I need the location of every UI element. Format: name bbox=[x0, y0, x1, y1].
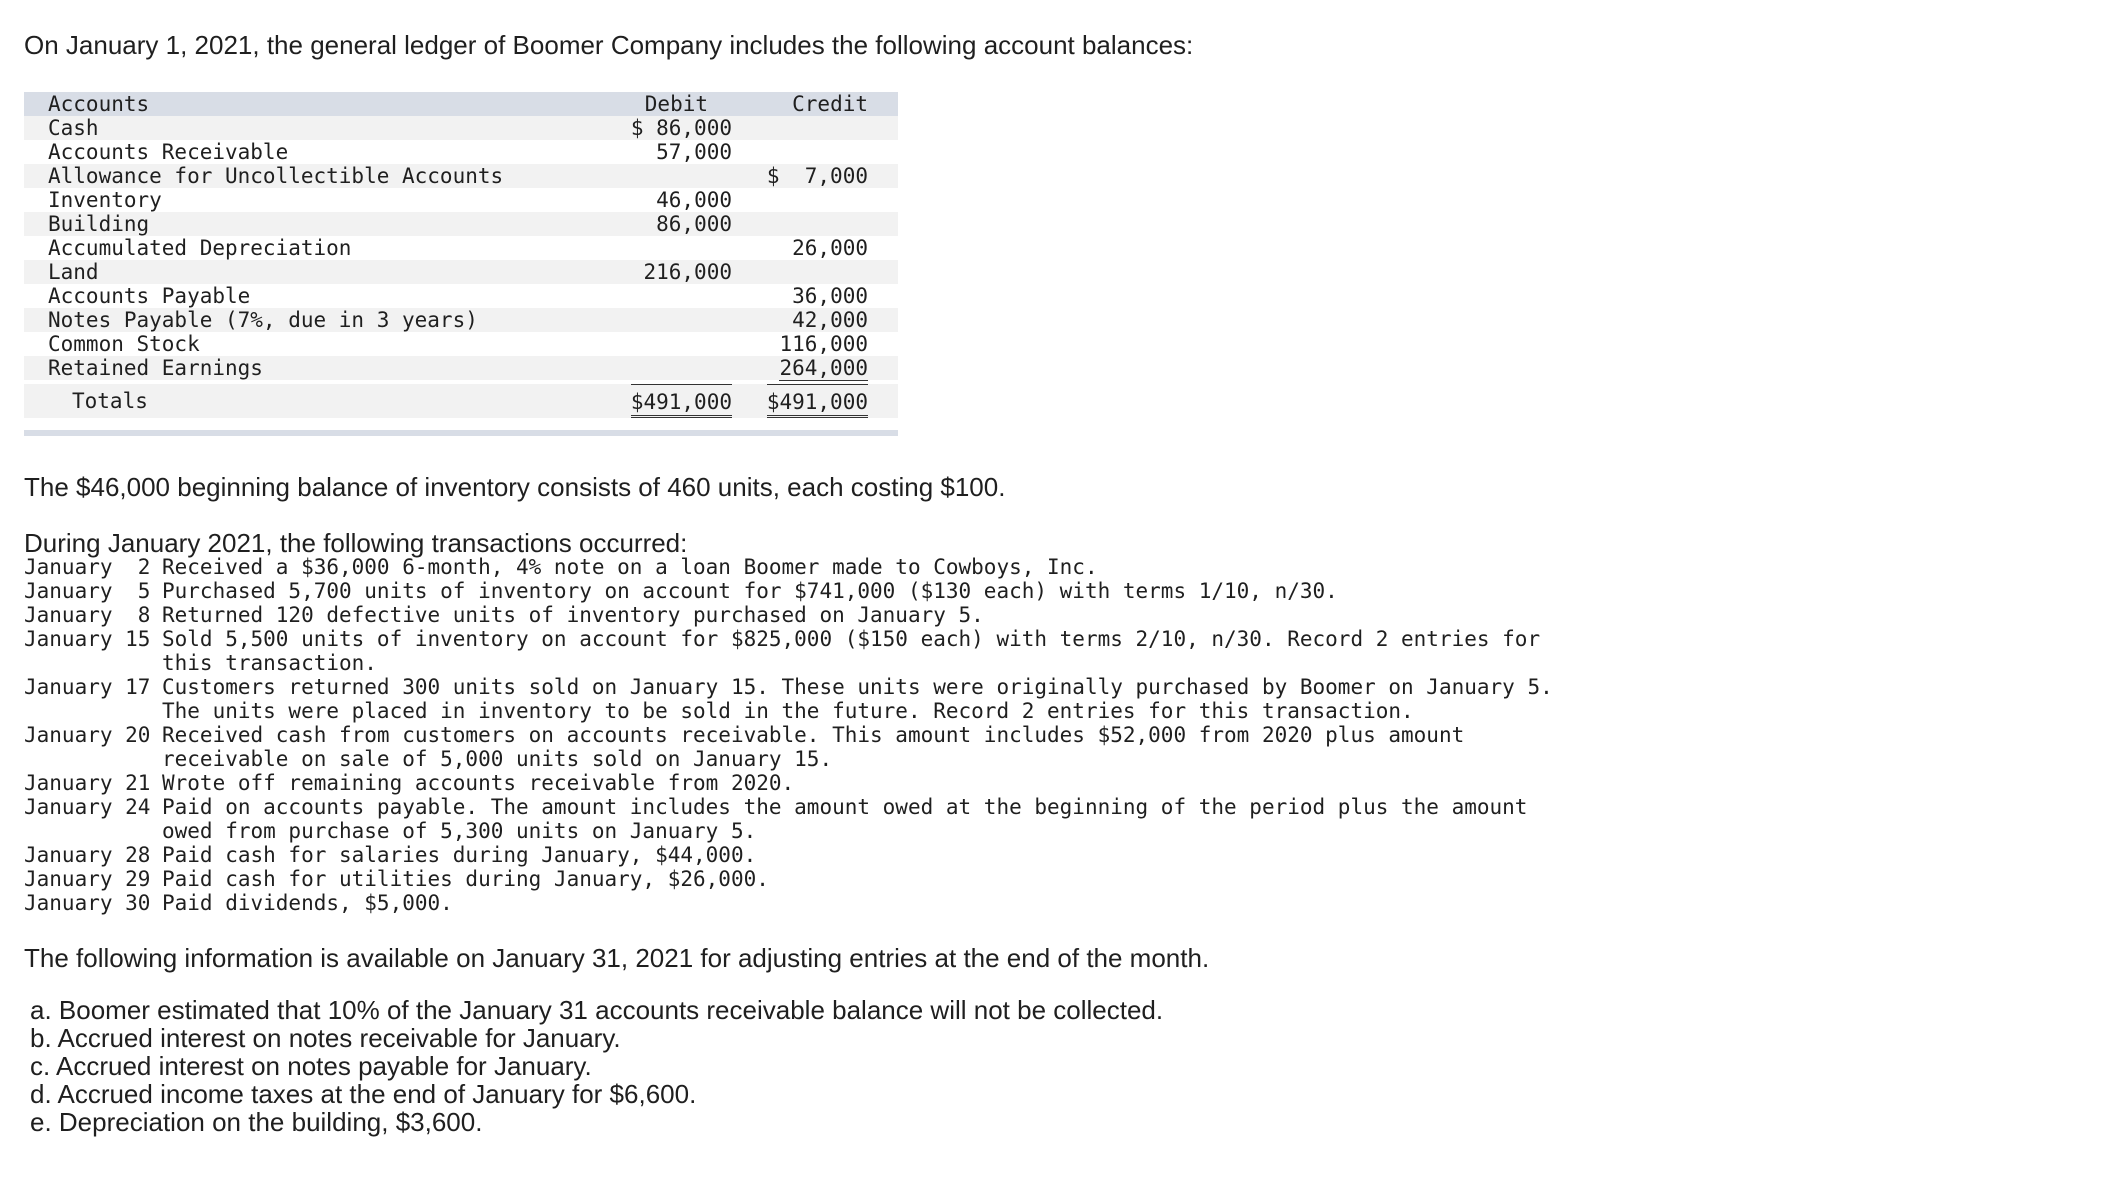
transaction-item bbox=[24, 723, 1562, 771]
account-name: Accumulated Depreciation bbox=[48, 236, 352, 260]
adjustment-item: a. Boomer estimated that 10% of the January 31 accounts receivable balance will not be collected. bbox=[30, 995, 1164, 1025]
total-debit: $491,000 bbox=[631, 384, 732, 418]
account-name: Common Stock bbox=[48, 332, 200, 356]
totals-label: Totals bbox=[72, 389, 148, 413]
ledger-row-accounts-receivable bbox=[24, 140, 898, 164]
debit-value: 57,000 bbox=[656, 140, 732, 164]
ledger-row-retained-earnings bbox=[24, 356, 898, 380]
ledger-header-row bbox=[24, 92, 898, 116]
ledger-row-building bbox=[24, 212, 898, 236]
transaction-date: January 2 bbox=[24, 555, 151, 579]
adjusting-intro: The following information is available on January 31, 2021 for adjusting entries at the end of the month. bbox=[24, 943, 1210, 973]
inventory-note: The $46,000 beginning balance of inventory consists of 460 units, each costing $100. bbox=[24, 472, 1006, 502]
header-debit: Debit bbox=[644, 92, 708, 116]
transaction-text: Wrote off remaining accounts receivable from 2020. bbox=[162, 771, 795, 795]
transaction-date: January 20 bbox=[24, 723, 151, 747]
transaction-text: Paid on accounts payable. The amount includes the amount owed at the beginning of the period plus the amount owed from purchase of 5,300 units on January 5. bbox=[162, 795, 1528, 843]
account-name: Accounts Receivable bbox=[48, 140, 289, 164]
debit-value: 86,000 bbox=[656, 212, 732, 236]
transaction-date: January 29 bbox=[24, 867, 151, 891]
transaction-item bbox=[24, 555, 1562, 579]
transaction-item bbox=[24, 627, 1562, 675]
debit-value: 216,000 bbox=[643, 260, 732, 284]
transaction-item bbox=[24, 771, 1562, 795]
adjustment-item: b. Accrued interest on notes receivable for January. bbox=[30, 1023, 621, 1053]
adjustment-item: c. Accrued interest on notes payable for January. bbox=[30, 1051, 592, 1081]
ledger-row-inventory bbox=[24, 188, 898, 212]
transaction-text: Returned 120 defective units of inventory purchased on January 5. bbox=[162, 603, 984, 627]
transaction-item bbox=[24, 795, 1562, 843]
credit-value: 264,000 bbox=[779, 356, 868, 380]
transaction-date: January 30 bbox=[24, 891, 151, 915]
transaction-date: January 15 bbox=[24, 627, 151, 651]
transaction-text: Purchased 5,700 units of inventory on account for $741,000 ($130 each) with terms 1/10, n/30. bbox=[162, 579, 1338, 603]
transaction-item bbox=[24, 891, 1562, 915]
ledger-row-accounts-payable bbox=[24, 284, 898, 308]
credit-value: 116,000 bbox=[779, 332, 868, 356]
adjustments-list bbox=[30, 996, 1163, 1136]
transaction-item bbox=[24, 603, 1562, 627]
intro-text: On January 1, 2021, the general ledger of Boomer Company includes the following account balances: bbox=[24, 30, 1194, 60]
account-name: Cash bbox=[48, 116, 99, 140]
account-name: Building bbox=[48, 212, 150, 236]
transaction-item bbox=[24, 579, 1562, 603]
transaction-text: Customers returned 300 units sold on January 15. These units were originally purchased by Boomer on January 5. The units were placed in inventory to be sold in the future. Record 2 entries for this transaction. bbox=[162, 675, 1553, 723]
transactions-intro: During January 2021, the following transactions occurred: bbox=[24, 528, 688, 558]
adjustment-item: e. Depreciation on the building, $3,600. bbox=[30, 1107, 483, 1137]
transaction-item bbox=[24, 675, 1562, 723]
transaction-text: Received cash from customers on accounts receivable. This amount includes $52,000 from 2020 plus amount receivable on sale of 5,000 units sold on January 15. bbox=[162, 723, 1465, 771]
adjustment-item: d. Accrued income taxes at the end of January for $6,600. bbox=[30, 1079, 697, 1109]
credit-value: 42,000 bbox=[792, 308, 868, 332]
table-bottom-border bbox=[24, 430, 898, 436]
ledger-row-common-stock bbox=[24, 332, 898, 356]
ledger-row-accumulated-depreciation bbox=[24, 236, 898, 260]
transaction-date: January 24 bbox=[24, 795, 151, 819]
ledger-row-notes-payable bbox=[24, 308, 898, 332]
account-name: Allowance for Uncollectible Accounts bbox=[48, 164, 504, 188]
transaction-text: Paid cash for salaries during January, $44,000. bbox=[162, 843, 757, 867]
account-name: Accounts Payable bbox=[48, 284, 251, 308]
account-name: Inventory bbox=[48, 188, 162, 212]
ledger-row-allowance bbox=[24, 164, 898, 188]
account-name: Retained Earnings bbox=[48, 356, 263, 380]
transaction-date: January 17 bbox=[24, 675, 151, 699]
transaction-text: Paid cash for utilities during January, $26,000. bbox=[162, 867, 769, 891]
header-credit: Credit bbox=[792, 92, 868, 116]
transactions-list bbox=[24, 555, 1562, 915]
account-name: Land bbox=[48, 260, 99, 284]
transaction-text: Sold 5,500 units of inventory on account for $825,000 ($150 each) with terms 2/10, n/30. Record 2 entries for this transaction. bbox=[162, 627, 1541, 675]
credit-value: 26,000 bbox=[792, 236, 868, 260]
transaction-date: January 5 bbox=[24, 579, 151, 603]
transaction-date: January 28 bbox=[24, 843, 151, 867]
credit-value: $ 7,000 bbox=[766, 164, 868, 188]
total-credit: $491,000 bbox=[767, 384, 868, 418]
transaction-date: January 21 bbox=[24, 771, 151, 795]
credit-value: 36,000 bbox=[792, 284, 868, 308]
account-name: Notes Payable (7%, due in 3 years) bbox=[48, 308, 478, 332]
transaction-date: January 8 bbox=[24, 603, 151, 627]
debit-value: $ 86,000 bbox=[630, 116, 732, 140]
debit-value: 46,000 bbox=[656, 188, 732, 212]
ledger-row-cash bbox=[24, 116, 898, 140]
transaction-text: Received a $36,000 6-month, 4% note on a loan Boomer made to Cowboys, Inc. bbox=[162, 555, 1098, 579]
transaction-item bbox=[24, 843, 1562, 867]
header-accounts: Accounts bbox=[48, 92, 150, 116]
ledger-table bbox=[24, 92, 898, 418]
transaction-item bbox=[24, 867, 1562, 891]
ledger-row-land bbox=[24, 260, 898, 284]
transaction-text: Paid dividends, $5,000. bbox=[162, 891, 453, 915]
ledger-totals-row bbox=[24, 384, 898, 418]
